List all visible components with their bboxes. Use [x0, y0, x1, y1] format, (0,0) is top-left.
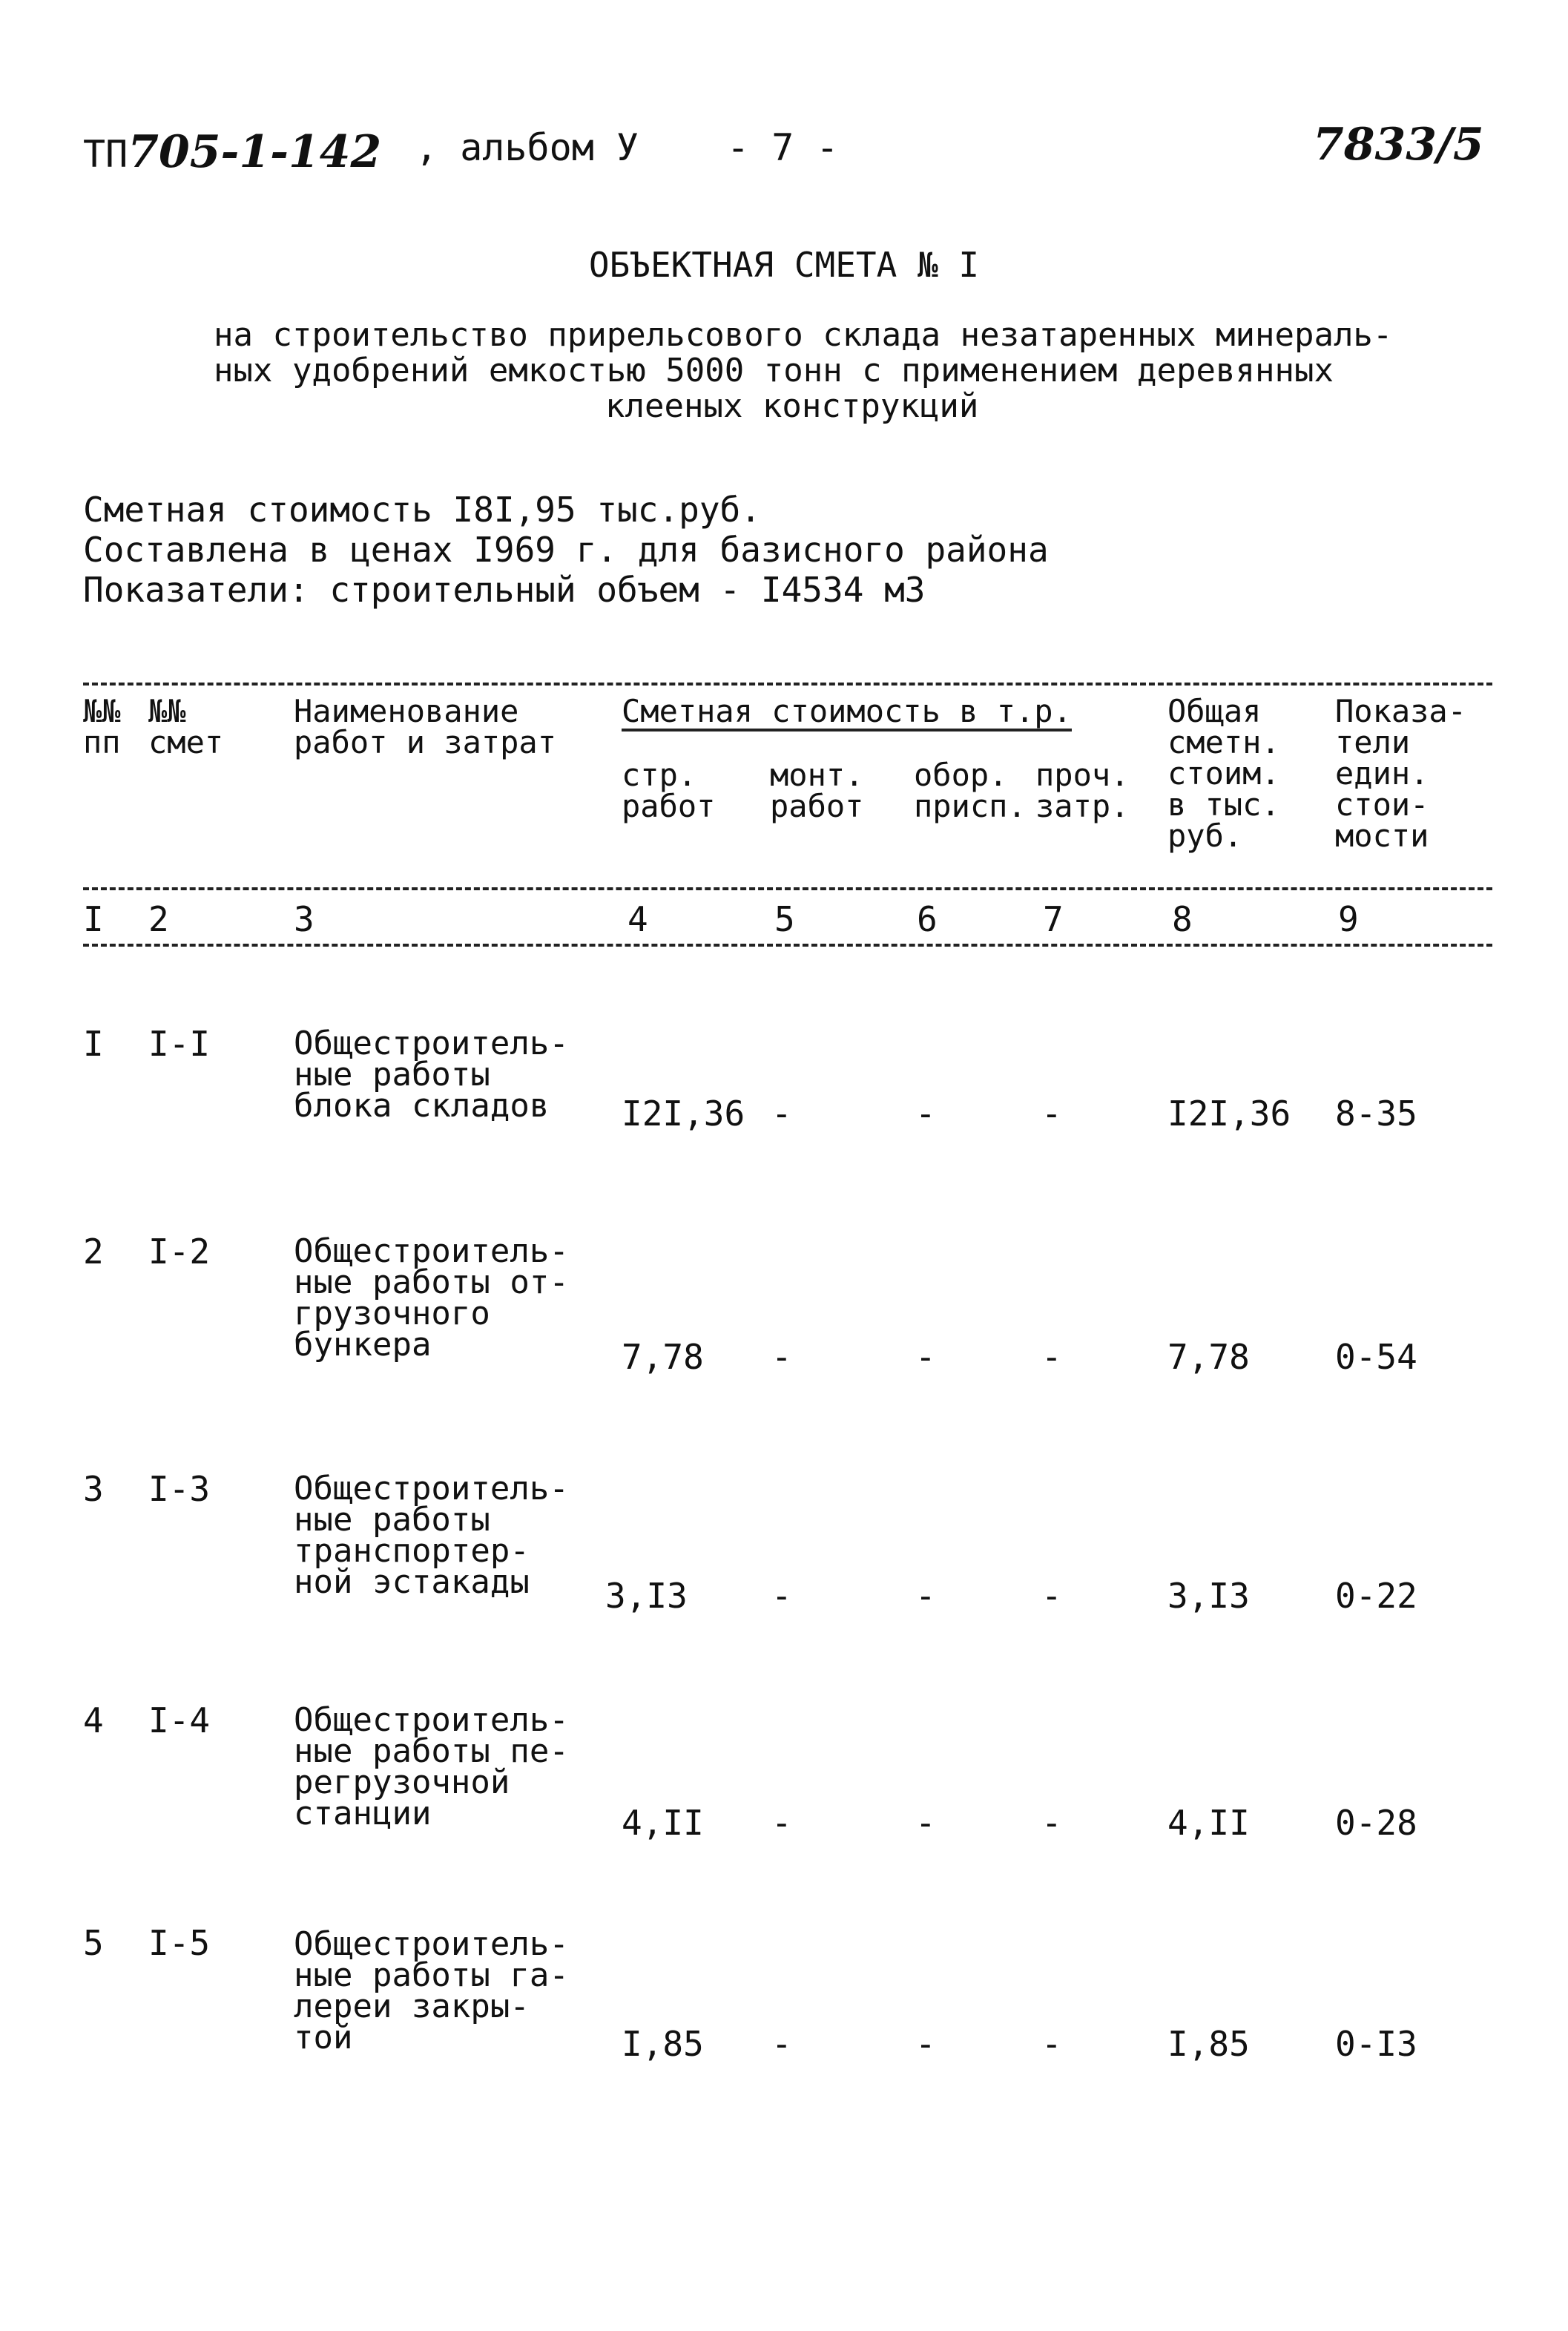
row-indicator: 0-54 — [1335, 1337, 1417, 1377]
col-number: 8 — [1172, 899, 1193, 939]
table-top-rule — [83, 683, 1492, 686]
row-name: Общестроитель- ные работы га- лереи закры- той — [294, 1925, 569, 2057]
row-code: I-5 — [148, 1923, 211, 1963]
row-number: 5 — [83, 1923, 104, 1963]
row-indicator: 0-22 — [1335, 1576, 1417, 1616]
row-total: 4,II — [1167, 1803, 1250, 1843]
row-equipment: - — [915, 1576, 936, 1616]
row-name: Общестроитель- ные работы блока складов — [294, 1025, 569, 1125]
row-code: I-3 — [148, 1469, 211, 1509]
row-indicator: 0-28 — [1335, 1803, 1417, 1843]
row-number: 2 — [83, 1232, 104, 1272]
row-name: Общестроитель- ные работы от- грузочного бункера — [294, 1232, 569, 1364]
col-number: I — [83, 899, 104, 939]
row-mont-works: - — [771, 1803, 792, 1843]
price-basis: Составлена в ценах I969 г. для базисного района — [83, 530, 1049, 570]
col-number: 9 — [1338, 899, 1359, 939]
row-equipment: - — [915, 1803, 936, 1843]
row-equipment: - — [915, 1094, 936, 1134]
row-indicator: 0-I3 — [1335, 2024, 1417, 2064]
row-total: 7,78 — [1167, 1337, 1250, 1377]
row-mont-works: - — [771, 2024, 792, 2064]
row-str-works: 4,II — [622, 1803, 704, 1843]
numbers-bottom-rule — [83, 944, 1492, 947]
col-header-pp: №№ пп — [83, 693, 121, 760]
col-number: 2 — [148, 899, 169, 939]
subtitle-line-1: на строительство прирельсового склада незатаренных минераль- — [214, 316, 1393, 354]
row-equipment: - — [915, 1337, 936, 1377]
row-other: - — [1041, 1803, 1062, 1843]
row-total: 3,I3 — [1167, 1576, 1250, 1616]
header-bottom-rule — [83, 887, 1492, 890]
row-other: - — [1041, 1094, 1062, 1134]
page-number: - 7 - — [727, 126, 839, 169]
row-total: I,85 — [1167, 2024, 1250, 2064]
row-other: - — [1041, 2024, 1062, 2064]
col-header-proch: проч. затр. — [1035, 757, 1130, 824]
row-str-works: I2I,36 — [622, 1094, 745, 1134]
row-other: - — [1041, 1576, 1062, 1616]
row-mont-works: - — [771, 1576, 792, 1616]
row-str-works: 3,I3 — [605, 1576, 688, 1616]
row-code: I-I — [148, 1024, 211, 1064]
row-mont-works: - — [771, 1094, 792, 1134]
row-number: 4 — [83, 1700, 104, 1740]
row-name: Общестроитель- ные работы транспортер- ной эстакады — [294, 1470, 569, 1601]
subtitle-line-3: клееных конструкций — [605, 387, 979, 425]
row-str-works: I,85 — [622, 2024, 704, 2064]
col-header-obor: обор. присп. — [914, 757, 1027, 824]
doc-code — [83, 126, 381, 178]
row-number: 3 — [83, 1469, 104, 1509]
col-number: 3 — [294, 899, 314, 939]
row-other: - — [1041, 1337, 1062, 1377]
album-label: , альбом У — [415, 126, 639, 169]
subtitle-line-2: ных удобрений емкостью 5000 тонн с применением деревянных — [214, 352, 1334, 389]
row-code: I-2 — [148, 1232, 211, 1272]
col-number: 7 — [1043, 899, 1064, 939]
doc-code-handwritten: 705-1-142 — [128, 126, 382, 178]
row-indicator: 8-35 — [1335, 1094, 1417, 1134]
col-number: 5 — [774, 899, 795, 939]
row-total: I2I,36 — [1167, 1094, 1291, 1134]
row-mont-works: - — [771, 1337, 792, 1377]
col-number: 6 — [917, 899, 938, 939]
row-number: I — [83, 1024, 104, 1064]
col-header-str: стр. работ — [622, 757, 716, 824]
col-group-header: Сметная стоимость в т.р. — [622, 696, 1072, 731]
col-header-mont: монт. работ — [770, 757, 864, 824]
col-header-smet: №№ смет — [148, 693, 224, 760]
col-header-indicators: Показа- тели един. стои- мости — [1335, 693, 1467, 854]
doc-number: 7833/5 — [1313, 119, 1484, 171]
col-header-total: Общая сметн. стоим. в тыс. руб. — [1167, 693, 1280, 854]
col-number: 4 — [627, 899, 648, 939]
estimated-cost: Сметная стоимость I8I,95 тыс.руб. — [83, 490, 761, 530]
page-title: ОБЪЕКТНАЯ СМЕТА № I — [588, 245, 980, 285]
row-code: I-4 — [148, 1700, 211, 1740]
row-name: Общестроитель- ные работы пе- регрузочной станции — [294, 1701, 569, 1832]
row-str-works: 7,78 — [622, 1337, 704, 1377]
col-header-name: Наименование работ и затрат — [294, 693, 557, 760]
row-equipment: - — [915, 2024, 936, 2064]
indicators: Показатели: строительный объем - I4534 м3 — [83, 570, 926, 610]
doc-code-prefix: ТП — [83, 133, 128, 176]
